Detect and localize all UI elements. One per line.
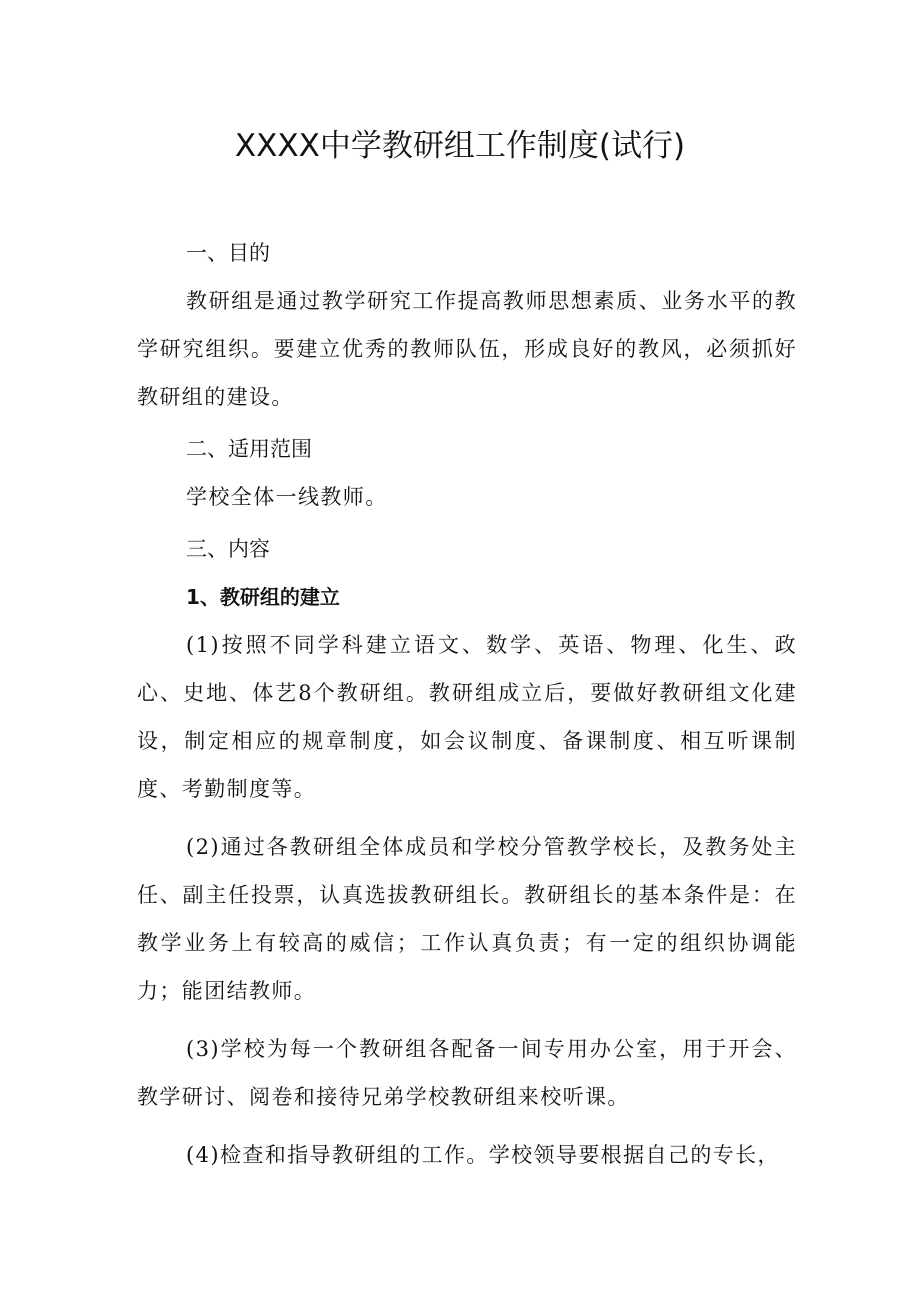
list-item-1: (1)按照不同学科建立语文、数学、英语、物理、化生、政心、史地、体艺8个教研组。教研组成立后，要做好教研组文化建设，制定相应的规章制度，如会议制度、备课制度、相互听课制度、考勤制度等。 (137, 633, 797, 801)
section-heading-scope: 二、适用范围 (186, 437, 312, 461)
spacer (137, 813, 797, 823)
spacer (137, 1121, 797, 1131)
spacer (137, 1015, 797, 1025)
section-heading-purpose: 一、目的 (186, 241, 270, 265)
paragraph-scope: 学校全体一线教师。 (186, 485, 388, 509)
list-item-4: (4)检查和指导教研组的工作。学校领导要根据自己的专长， (186, 1143, 780, 1167)
document-title: XXXX中学教研组工作制度(试行) (234, 128, 686, 164)
document-body (137, 229, 797, 1179)
list-item-2: (2)通过各教研组全体成员和学校分管教学校长，及教务处主任、副主任投票，认真选拔教研组长。教研组长的基本条件是：在教学业务上有较高的威信；工作认真负责；有一定的组织协调能力；能团结教师。 (137, 835, 797, 1003)
list-item-3: (3)学校为每一个教研组各配备一间专用办公室，用于开会、教学研讨、阅卷和接待兄弟学校教研组来校听课。 (137, 1037, 797, 1109)
section-heading-content: 三、内容 (186, 537, 270, 561)
paragraph-purpose: 教研组是通过教学研究工作提高教师思想素质、业务水平的教学研究组织。要建立优秀的教师队伍，形成良好的教风，必须抓好教研组的建设。 (137, 289, 797, 409)
subsection-heading-establishment: 1、教研组的建立 (186, 585, 340, 609)
